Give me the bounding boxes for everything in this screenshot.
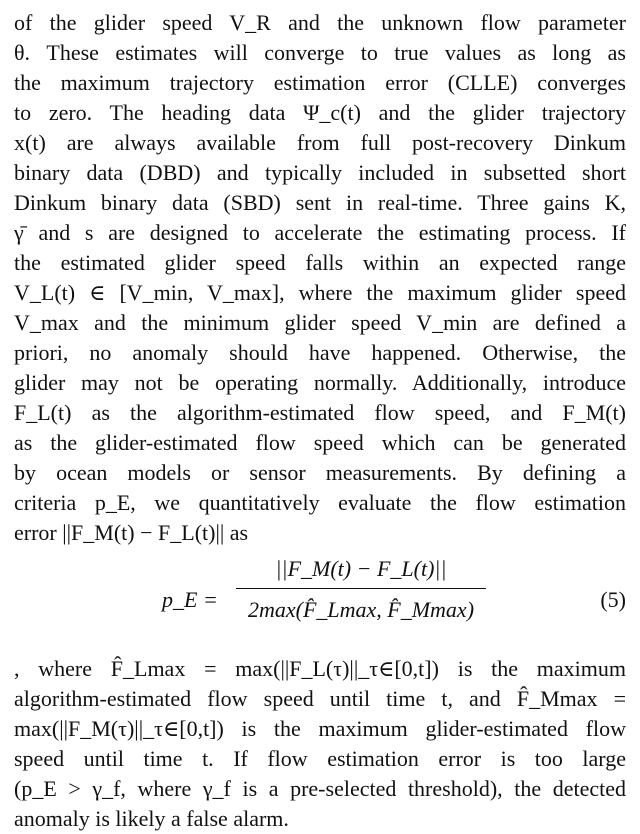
equation-numerator: ||F_M(t) − F_L(t)|| [275,556,447,581]
paragraph-2 [14,654,626,834]
equation-number: (5) [600,587,626,612]
equation-5 [14,554,626,646]
text-line: (p_E > γ_f, where γ_f is a pre-selected threshold), the detected [14,776,626,801]
text-line: to zero. The heading data Ψ_c(t) and the glider trajectory [14,100,626,125]
text-line: V_L(t) ∈ [V_min, V_max], where the maximum glider speed [14,280,626,305]
text-line: binary data (DBD) and typically included in subsetted short [14,160,626,185]
text-line: the estimated glider speed falls within an expected range [14,250,626,275]
text-line: as the glider-estimated flow speed which can be generated [14,430,626,455]
text-line: error ||F_M(t) − F_L(t)|| as [14,520,249,545]
text-line: V_max and the minimum glider speed V_min are defined a [14,310,626,335]
text-line: of the glider speed V_R and the unknown flow parameter [14,10,626,35]
text-line: the maximum trajectory estimation error (CLLE) converges [14,70,626,95]
text-line: criteria p_E, we quantitatively evaluate the flow estimation [14,490,626,515]
equation-denominator: 2max(F̂_Lmax, F̂_Mmax) [247,597,475,622]
text-line: priori, no anomaly should have happened. Otherwise, the [14,340,626,365]
text-line: max(||F_M(τ)||_τ∈[0,t]) is the maximum glider-estimated flow [14,716,626,741]
text-line: , where F̂_Lmax = max(||F_L(τ)||_τ∈[0,t]) is the maximum [14,656,626,681]
equation-lhs: p_E = [162,587,218,612]
text-line: F_L(t) as the algorithm-estimated flow speed, and F_M(t) [14,400,626,425]
equation-fraction [236,554,486,625]
text-line: γ̄ and s are designed to accelerate the estimating process. If [14,220,626,245]
text-line: θ. These estimates will converge to true values as long as [14,40,626,65]
text-line: algorithm-estimated flow speed until time t, and F̂_Mmax = [14,686,626,711]
text-line: glider may not be operating normally. Additionally, introduce [14,370,626,395]
text-line: speed until time t. If flow estimation error is too large [14,746,626,771]
text-line: anomaly is likely a false alarm. [14,806,289,831]
fraction-bar [236,588,486,589]
text-line: Dinkum binary data (SBD) sent in real-time. Three gains K, [14,190,626,215]
text-line: by ocean models or sensor measurements. By defining a [14,460,626,485]
text-line: x(t) are always available from full post-recovery Dinkum [14,130,626,155]
paragraph-1 [14,8,626,548]
